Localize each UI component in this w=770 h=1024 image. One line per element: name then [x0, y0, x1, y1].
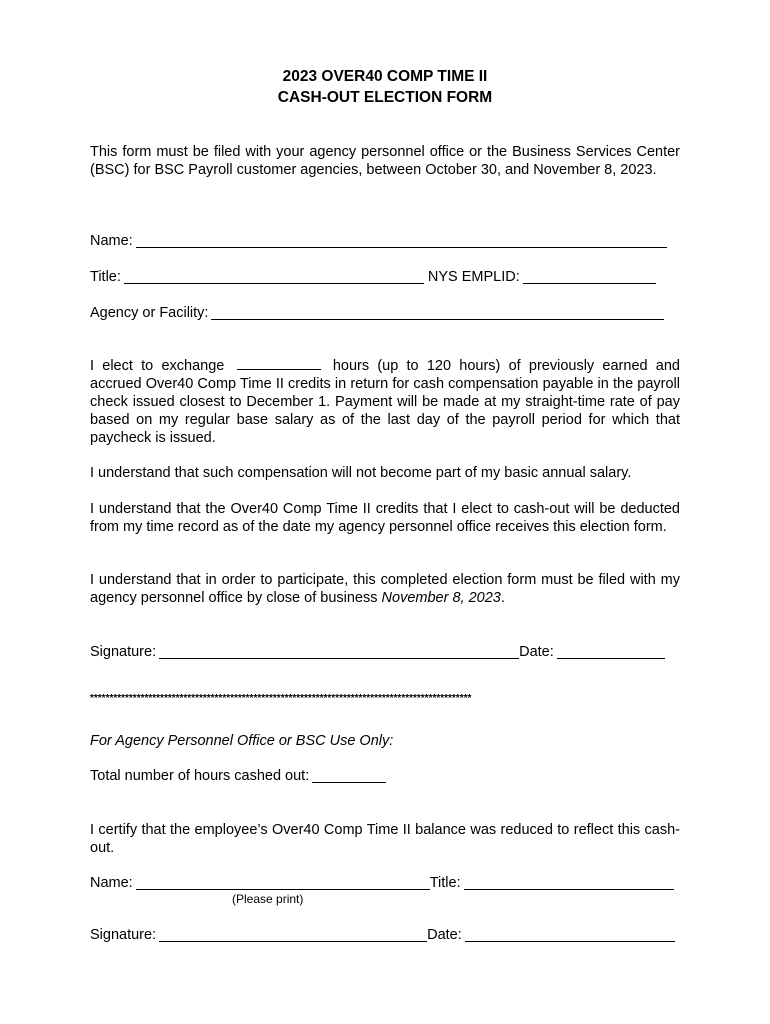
agency-label: Agency or Facility: — [90, 305, 209, 321]
date-input[interactable] — [557, 644, 665, 659]
office-name-input[interactable] — [136, 875, 430, 890]
agency-row — [90, 303, 664, 323]
understand-deadline — [90, 571, 680, 607]
total-hours-input[interactable] — [312, 768, 386, 783]
name-label: Name: — [90, 233, 133, 249]
emplid-input[interactable] — [523, 269, 656, 284]
form-title — [90, 66, 680, 108]
agency-input[interactable] — [211, 305, 664, 320]
office-date-input[interactable] — [465, 927, 675, 942]
title-input[interactable] — [124, 269, 424, 284]
office-use-heading: For Agency Personnel Office or BSC Use Only: — [90, 733, 394, 749]
office-signature-row — [90, 925, 675, 945]
deadline-text: I understand that in order to participate, this completed election form must be filed with my agency personnel office by close of business — [90, 572, 680, 606]
signature-row — [90, 642, 665, 662]
signature-input[interactable] — [159, 644, 519, 659]
date-label: Date: — [519, 644, 554, 660]
election-paragraph — [90, 357, 680, 447]
please-print-note: (Please print) — [232, 892, 304, 906]
certify-paragraph: I certify that the employee’s Over40 Comp Time II balance was reduced to reflect this cash-out. — [90, 822, 680, 856]
office-title-input[interactable] — [464, 875, 674, 890]
hours-input[interactable] — [237, 357, 321, 370]
signature-label: Signature: — [90, 644, 157, 660]
office-date-label: Date: — [427, 927, 462, 943]
understand-deduction: I understand that the Over40 Comp Time II credits that I elect to cash-out will be deducted from my time record as of the date my agency personnel office receives this election form. — [90, 501, 680, 535]
deadline-period: . — [500, 590, 505, 606]
intro-paragraph: This form must be filed with your agency personnel office or the Business Services Center (BSC) for BSC Payroll customer agencies, between October 30, and November 8, 2023. — [90, 144, 680, 178]
title-line-1: 2023 OVER40 COMP TIME II — [282, 68, 488, 85]
total-hours-row — [90, 766, 386, 786]
title-label: Title: — [90, 269, 121, 285]
separator-stars: ************************************************************************************************** — [90, 693, 472, 704]
election-text-start: I elect to exchange — [90, 358, 225, 374]
name-input[interactable] — [136, 233, 667, 248]
office-name-title-row — [90, 873, 674, 893]
name-row — [90, 231, 667, 251]
total-hours-label: Total number of hours cashed out: — [90, 768, 310, 784]
title-line-2: CASH-OUT ELECTION FORM — [277, 89, 493, 106]
office-name-label: Name: — [90, 875, 133, 891]
office-title-label: Title: — [429, 875, 461, 891]
form-page — [90, 0, 680, 1024]
title-emplid-row — [90, 267, 656, 287]
office-signature-input[interactable] — [159, 927, 427, 942]
office-signature-label: Signature: — [90, 927, 157, 943]
election-text-rest: hours (up to 120 hours) of previously earned and accrued Over40 Comp Time II credits in return for cash compensation payable in the payroll check issued closest to December 1. Payment will be made at my straight-time rate of pay based on my regular base salary as of the last day of the payroll period for which that paycheck is issued. — [90, 358, 680, 446]
emplid-label: NYS EMPLID: — [427, 269, 520, 285]
understand-salary: I understand that such compensation will not become part of my basic annual salary. — [90, 465, 632, 481]
deadline-date: November 8, 2023 — [381, 590, 501, 606]
